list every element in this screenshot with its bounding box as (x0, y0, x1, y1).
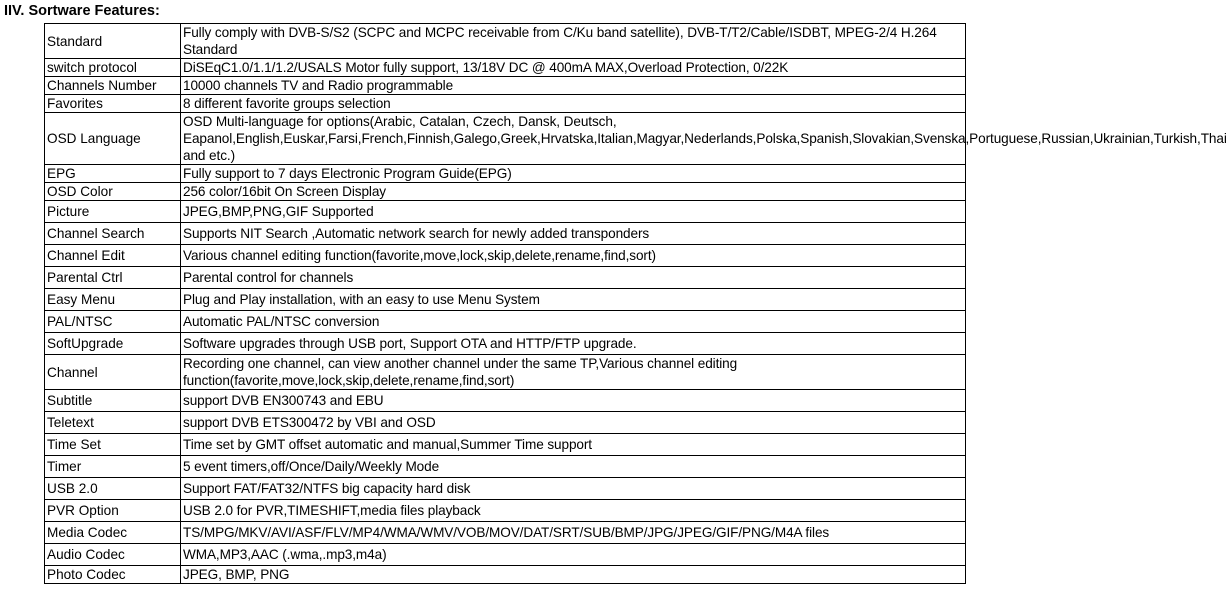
feature-label: Time Set (45, 434, 181, 456)
section-heading: IIV. Sortware Features: (4, 3, 160, 19)
table-row (45, 478, 966, 500)
table-row (45, 113, 966, 165)
feature-label: EPG (45, 165, 181, 183)
feature-value: Recording one channel, can view another channel under the same TP,Various channel editing function(favorite,move,lock,skip,delete,rename,find,sort) (181, 355, 966, 390)
table-row (45, 183, 966, 201)
feature-label: Audio Codec (45, 544, 181, 566)
feature-label: SoftUpgrade (45, 333, 181, 355)
feature-value: JPEG,BMP,PNG,GIF Supported (181, 201, 966, 223)
feature-value: Supports NIT Search ,Automatic network search for newly added transponders (181, 223, 966, 245)
table-row (45, 566, 966, 584)
feature-value: Plug and Play installation, with an easy to use Menu System (181, 289, 966, 311)
feature-label: Channels Number (45, 77, 181, 95)
feature-label: OSD Language (45, 113, 181, 165)
table-row (45, 333, 966, 355)
table-row (45, 456, 966, 478)
feature-value: JPEG, BMP, PNG (181, 566, 966, 584)
table-row (45, 77, 966, 95)
feature-label: USB 2.0 (45, 478, 181, 500)
feature-value: Automatic PAL/NTSC conversion (181, 311, 966, 333)
feature-value: 5 event timers,off/Once/Daily/Weekly Mode (181, 456, 966, 478)
table-row (45, 165, 966, 183)
feature-value: Parental control for channels (181, 267, 966, 289)
feature-value: Support FAT/FAT32/NTFS big capacity hard disk (181, 478, 966, 500)
table-row (45, 500, 966, 522)
table-row (45, 412, 966, 434)
feature-value: 8 different favorite groups selection (181, 95, 966, 113)
table-row (45, 544, 966, 566)
feature-label: Channel Edit (45, 245, 181, 267)
feature-label: Channel (45, 355, 181, 390)
feature-label: switch protocol (45, 59, 181, 77)
feature-label: Easy Menu (45, 289, 181, 311)
feature-value: WMA,MP3,AAC (.wma,.mp3,m4a) (181, 544, 966, 566)
table-row (45, 289, 966, 311)
feature-label: Timer (45, 456, 181, 478)
feature-label: Photo Codec (45, 566, 181, 584)
table-row (45, 522, 966, 544)
feature-label: PVR Option (45, 500, 181, 522)
feature-value: Software upgrades through USB port, Support OTA and HTTP/FTP upgrade. (181, 333, 966, 355)
feature-value: support DVB ETS300472 by VBI and OSD (181, 412, 966, 434)
feature-label: Teletext (45, 412, 181, 434)
feature-label: Standard (45, 24, 181, 59)
table-row (45, 201, 966, 223)
table-row (45, 390, 966, 412)
feature-value: TS/MPG/MKV/AVI/ASF/FLV/MP4/WMA/WMV/VOB/MOV/DAT/SRT/SUB/BMP/JPG/JPEG/GIF/PNG/M4A files (181, 522, 966, 544)
table-row (45, 223, 966, 245)
table-row (45, 355, 966, 390)
feature-label: Favorites (45, 95, 181, 113)
feature-value: Time set by GMT offset automatic and manual,Summer Time support (181, 434, 966, 456)
table-row (45, 267, 966, 289)
feature-label: Picture (45, 201, 181, 223)
feature-label: Parental Ctrl (45, 267, 181, 289)
feature-label: Subtitle (45, 390, 181, 412)
table-row (45, 24, 966, 59)
feature-value: Fully comply with DVB-S/S2 (SCPC and MCPC receivable from C/Ku band satellite), DVB-T/T2/Cable/ISDBT, MPEG-2/4 H.264 Standard (181, 24, 966, 59)
feature-label: PAL/NTSC (45, 311, 181, 333)
feature-value: 256 color/16bit On Screen Display (181, 183, 966, 201)
feature-value: Various channel editing function(favorite,move,lock,skip,delete,rename,find,sort) (181, 245, 966, 267)
table-row (45, 434, 966, 456)
feature-label: Media Codec (45, 522, 181, 544)
features-table (44, 23, 1227, 584)
feature-value: Fully support to 7 days Electronic Program Guide(EPG) (181, 165, 966, 183)
table-row (45, 95, 966, 113)
table-row (45, 245, 966, 267)
feature-value: USB 2.0 for PVR,TIMESHIFT,media files playback (181, 500, 966, 522)
feature-value: support DVB EN300743 and EBU (181, 390, 966, 412)
feature-label: Channel Search (45, 223, 181, 245)
feature-value: DiSEqC1.0/1.1/1.2/USALS Motor fully support, 13/18V DC @ 400mA MAX,Overload Protection, 0/22K (181, 59, 966, 77)
feature-value: OSD Multi-language for options(Arabic, Catalan, Czech, Dansk, Deutsch, Eapanol,English,Euskar,Farsi,French,Finnish,Galego,Greek,Hrvatska,Italian,Magyar,Nederlands,Polska,Spanish,Slovakian,Svenska,Portuguese,Russian,Ukrainian,Turkish,Thai and etc.) (181, 113, 966, 165)
feature-label: OSD Color (45, 183, 181, 201)
table-row (45, 311, 966, 333)
feature-value: 10000 channels TV and Radio programmable (181, 77, 966, 95)
table-row (45, 59, 966, 77)
